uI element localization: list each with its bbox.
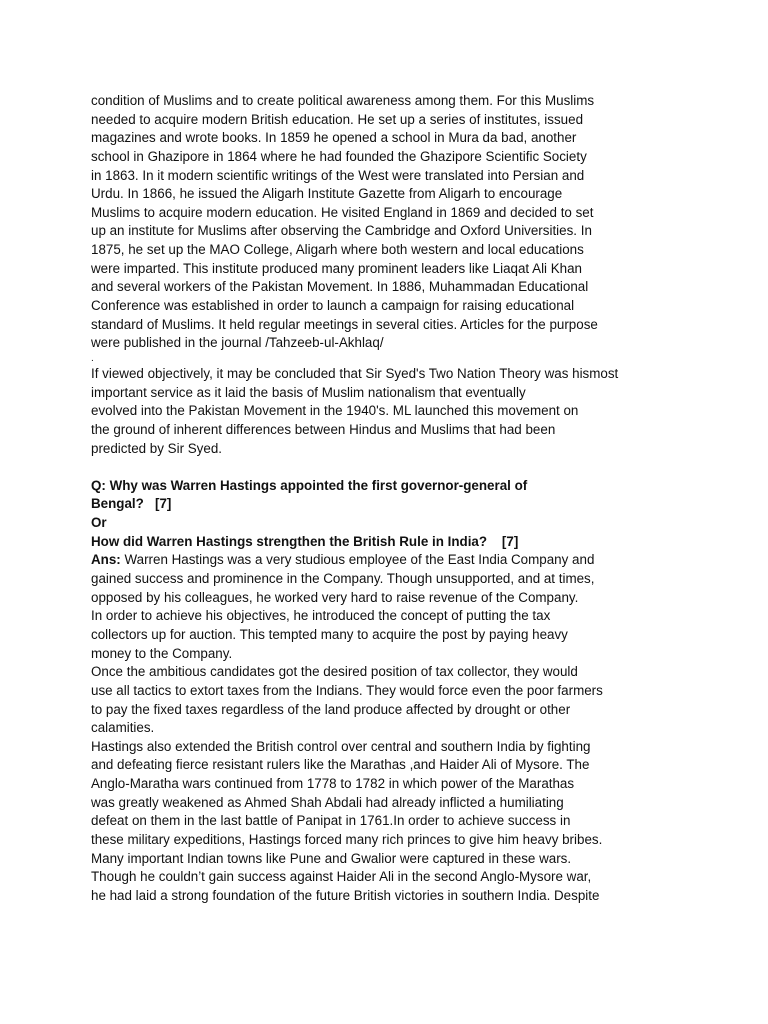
text-line: opposed by his colleagues, he worked very hard to raise revenue of the Company. <box>91 589 579 605</box>
question-block <box>91 477 751 552</box>
question-heading: Q: Why was Warren Hastings appointed the first governor-general of <box>91 477 528 493</box>
paragraph-gap <box>91 458 751 477</box>
text-line: and several workers of the Pakistan Movement. In 1886, Muhammadan Educational <box>91 279 589 295</box>
text-line: evolved into the Pakistan Movement in the 1940's. ML launched this movement on <box>91 403 579 419</box>
question-or: Or <box>91 515 107 531</box>
text-line: these military expeditions, Hastings forced many rich princes to give him heavy bribes. <box>91 831 603 847</box>
text-line: the ground of inherent differences between Hindus and Muslims that had been <box>91 421 556 437</box>
text-line: standard of Muslims. It held regular meetings in several cities. Articles for the purpose <box>91 316 598 332</box>
text-line: In order to achieve his objectives, he introduced the concept of putting the tax <box>91 608 551 624</box>
text-line: Hastings also extended the British control over central and southern India by fighting <box>91 738 591 754</box>
text-line: to pay the fixed taxes regardless of the land produce affected by drought or other <box>91 701 571 717</box>
text-line: were imparted. This institute produced many prominent leaders like Liaqat Ali Khan <box>91 260 583 276</box>
text-line: Urdu. In 1866, he issued the Aligarh Institute Gazette from Aligarh to encourage <box>91 186 563 202</box>
paragraph-sir-syed-education <box>91 92 751 353</box>
text-line: Once the ambitious candidates got the desired position of tax collector, they would <box>91 664 578 680</box>
answer-label: Ans: <box>91 552 121 568</box>
document-page <box>91 92 751 906</box>
answer-block <box>91 551 751 905</box>
text-line: he had laid a strong foundation of the future British victories in southern India. Despite <box>91 887 600 903</box>
text-line: Conference was established in order to launch a campaign for raising educational <box>91 298 575 314</box>
text-line: and defeating fierce resistant rulers like the Marathas ,and Haider Ali of Mysore. The <box>91 757 590 773</box>
text-line: magazines and wrote books. In 1859 he opened a school in Mura da bad, another <box>91 130 577 146</box>
text-line: important service as it laid the basis of Muslim nationalism that eventually <box>91 384 526 400</box>
text-line: were published in the journal /Tahzeeb-ul-Akhlaq/ <box>91 335 384 351</box>
text-line: use all tactics to extort taxes from the Indians. They would force even the poor farmers <box>91 682 603 698</box>
text-line: predicted by Sir Syed. <box>91 440 222 456</box>
text-line: If viewed objectively, it may be concluded that Sir Syed's Two Nation Theory was hismost <box>91 365 619 381</box>
text-line: condition of Muslims and to create political awareness among them. For this Muslims <box>91 93 595 108</box>
text-line: needed to acquire modern British education. He set up a series of institutes, issued <box>91 111 584 127</box>
text-line: collectors up for auction. This tempted many to acquire the post by paying heavy <box>91 626 568 642</box>
paragraph-two-nation-theory <box>91 365 751 458</box>
text-line: Many important Indian towns like Pune and Gwalior were captured in these wars. <box>91 850 572 866</box>
text-line: Though he couldn’t gain success against Haider Ali in the second Anglo-Mysore war, <box>91 869 592 885</box>
text-line: 1875, he set up the MAO College, Aligarh where both western and local educations <box>91 242 584 258</box>
question-heading-cont: Bengal? [7] <box>91 496 172 512</box>
question-alt-heading: How did Warren Hastings strengthen the British Rule in India? [7] <box>91 533 519 549</box>
text-line: up an institute for Muslims after observing the Cambridge and Oxford Universities. In <box>91 223 592 239</box>
text-line: gained success and prominence in the Company. Though unsupported, and at times, <box>91 571 595 587</box>
text-line: defeat on them in the last battle of Panipat in 1761.In order to achieve success in <box>91 813 571 829</box>
text-line: Muslims to acquire modern education. He visited England in 1869 and decided to set <box>91 204 594 220</box>
text-line: in 1863. In it modern scientific writings of the West were translated into Persian and <box>91 167 585 183</box>
text-line: was greatly weakened as Ahmed Shah Abdali had already inflicted a humiliating <box>91 794 564 810</box>
text-line: calamities. <box>91 720 155 736</box>
answer-first-line <box>91 551 751 570</box>
answer-first-text: Warren Hastings was a very studious employee of the East India Company and <box>120 552 595 568</box>
text-line: Anglo-Maratha wars continued from 1778 to 1782 in which power of the Marathas <box>91 776 575 792</box>
separator-dot: . <box>91 352 94 364</box>
text-line: money to the Company. <box>91 645 233 661</box>
text-line: school in Ghazipore in 1864 where he had founded the Ghazipore Scientific Society <box>91 148 587 164</box>
